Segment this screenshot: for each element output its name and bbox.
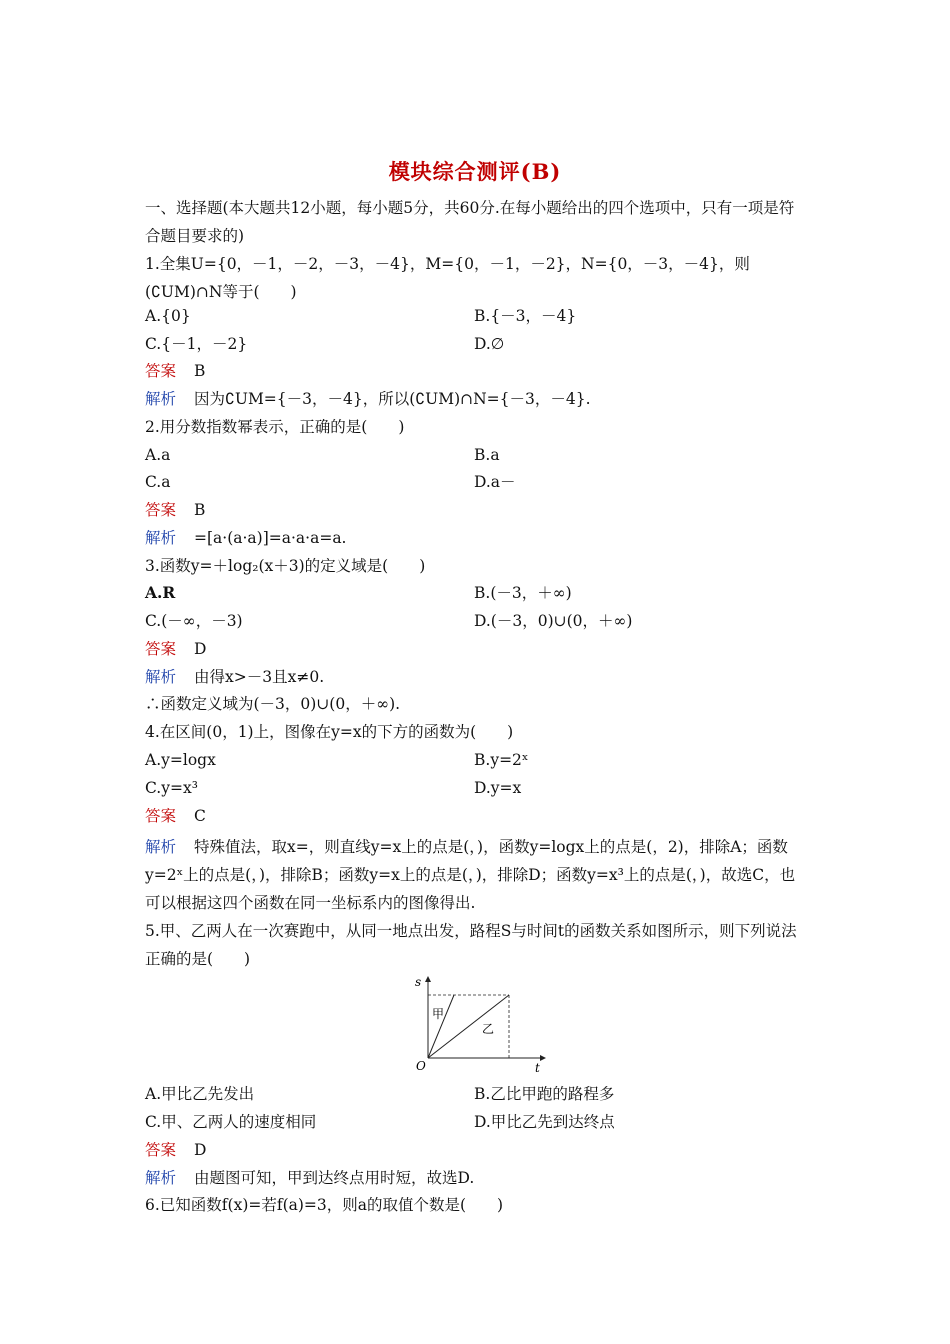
q3-analysis: 由得x>－3且x≠0. — [194, 668, 325, 686]
q6-stem: 6.已知函数f(x)=若f(a)=3，则a的取值个数是( ) — [145, 1196, 504, 1214]
answer-label: 答案 — [145, 640, 177, 658]
analysis-label: 解析 — [145, 390, 177, 408]
q5-distance-time-graph — [408, 970, 548, 1075]
analysis-label: 解析 — [145, 1169, 177, 1187]
q1-stem: 1.全集U={0，－1，－2，－3，－4}，M={0，－1，－2}，N={0，－3，－4}，则(∁UM)∩N等于( ) — [145, 255, 750, 301]
q4-answer: C — [194, 807, 206, 825]
origin-label: O — [416, 1059, 426, 1073]
q1-analysis-line — [145, 389, 591, 409]
q5-analysis-line — [145, 1168, 474, 1188]
jia-label: 甲 — [432, 1007, 445, 1021]
q5-analysis: 由题图可知，甲到达终点用时短，故选D. — [194, 1169, 475, 1187]
q2-stem: 2.用分数指数幂表示，正确的是( ) — [145, 418, 405, 436]
q1-answer: B — [194, 362, 206, 380]
q5-option-b: B.乙比甲跑的路程多 — [474, 1085, 615, 1103]
q3-option-b: B.(－3，＋∞) — [474, 584, 572, 602]
analysis-label: 解析 — [145, 668, 177, 686]
q2-analysis-line — [145, 528, 347, 548]
q4-analysis-line — [145, 833, 807, 917]
q3-answer-line — [145, 639, 206, 659]
q5-stem: 5.甲、乙两人在一次赛跑中，从同一地点出发，路程S与时间t的函数关系如图所示，则下列说法正确的是( ) — [145, 922, 797, 968]
answer-label: 答案 — [145, 501, 177, 519]
jia-line — [428, 995, 454, 1058]
q4-option-d: D.y=x — [474, 779, 522, 797]
section-heading: 一、选择题(本大题共12小题，每小题5分，共60分.在每小题给出的四个选项中，只有一项是符合题目要求的) — [145, 199, 795, 245]
q5-answer-line — [145, 1140, 206, 1160]
q1-option-b: B.{－3，－4} — [474, 307, 577, 325]
q2-option-a: A.a — [145, 446, 171, 464]
q4-stem: 4.在区间(0，1)上，图像在y=x的下方的函数为( ) — [145, 723, 514, 741]
q1-option-d: D.∅ — [474, 335, 505, 353]
q3-option-c: C.(－∞，－3) — [145, 612, 243, 630]
s-axis-label: s — [415, 975, 422, 989]
q5-answer: D — [194, 1141, 207, 1159]
q2-option-d: D.a－ — [474, 473, 516, 491]
q3-option-d: D.(－3，0)∪(0，＋∞) — [474, 612, 633, 630]
q1-answer-line — [145, 361, 205, 381]
q1-analysis: 因为∁UM={－3，－4}，所以(∁UM)∩N={－3，－4}. — [194, 390, 591, 408]
q2-option-b: B.a — [474, 446, 500, 464]
answer-label: 答案 — [145, 1141, 177, 1159]
q3-answer: D — [194, 640, 207, 658]
q4-option-c: C.y=x³ — [145, 779, 198, 797]
q5-option-d: D.甲比乙先到达终点 — [474, 1113, 615, 1131]
q2-option-c: C.a — [145, 473, 171, 491]
q1-option-c: C.{－1，－2} — [145, 335, 248, 353]
answer-label: 答案 — [145, 807, 177, 825]
q4-option-b: B.y=2ˣ — [474, 751, 529, 769]
q5-option-a: A.甲比乙先发出 — [145, 1085, 255, 1103]
yi-line — [428, 995, 509, 1058]
answer-label: 答案 — [145, 362, 177, 380]
q4-answer-line — [145, 806, 206, 826]
q2-answer-line — [145, 500, 205, 520]
t-axis-arrow-icon — [540, 1055, 546, 1061]
q3-stem: 3.函数y=＋log₂(x＋3)的定义域是( ) — [145, 557, 426, 575]
q1-option-a: A.{0} — [145, 307, 191, 325]
q4-analysis: 特殊值法，取x=，则直线y=x上的点是(，)，函数y=logx上的点是(，2)，排除A；函数y=2ˣ上的点是(，)，排除B；函数y=x上的点是(，)，排除D；函数y=x³上的点是(，)，故选C，也可以根据这四个函数在同一坐标系内的图像得出. — [145, 838, 796, 912]
q3-conclusion: ∴函数定义域为(－3，0)∪(0，＋∞). — [145, 695, 401, 713]
q2-answer: B — [194, 501, 206, 519]
t-axis-label: t — [535, 1061, 540, 1075]
page-title: 模块综合测评(B) — [388, 159, 562, 184]
q3-option-a: A.R — [145, 583, 176, 602]
q2-analysis: =[a·(a·a)]=a·a·a=a. — [194, 529, 347, 547]
analysis-label: 解析 — [145, 529, 177, 547]
q3-analysis-line — [145, 667, 324, 687]
q5-option-c: C.甲、乙两人的速度相同 — [145, 1113, 317, 1131]
yi-label: 乙 — [482, 1022, 495, 1036]
analysis-label: 解析 — [145, 838, 177, 856]
q4-option-a: A.y=logx — [145, 751, 216, 769]
s-axis-arrow-icon — [425, 976, 431, 982]
